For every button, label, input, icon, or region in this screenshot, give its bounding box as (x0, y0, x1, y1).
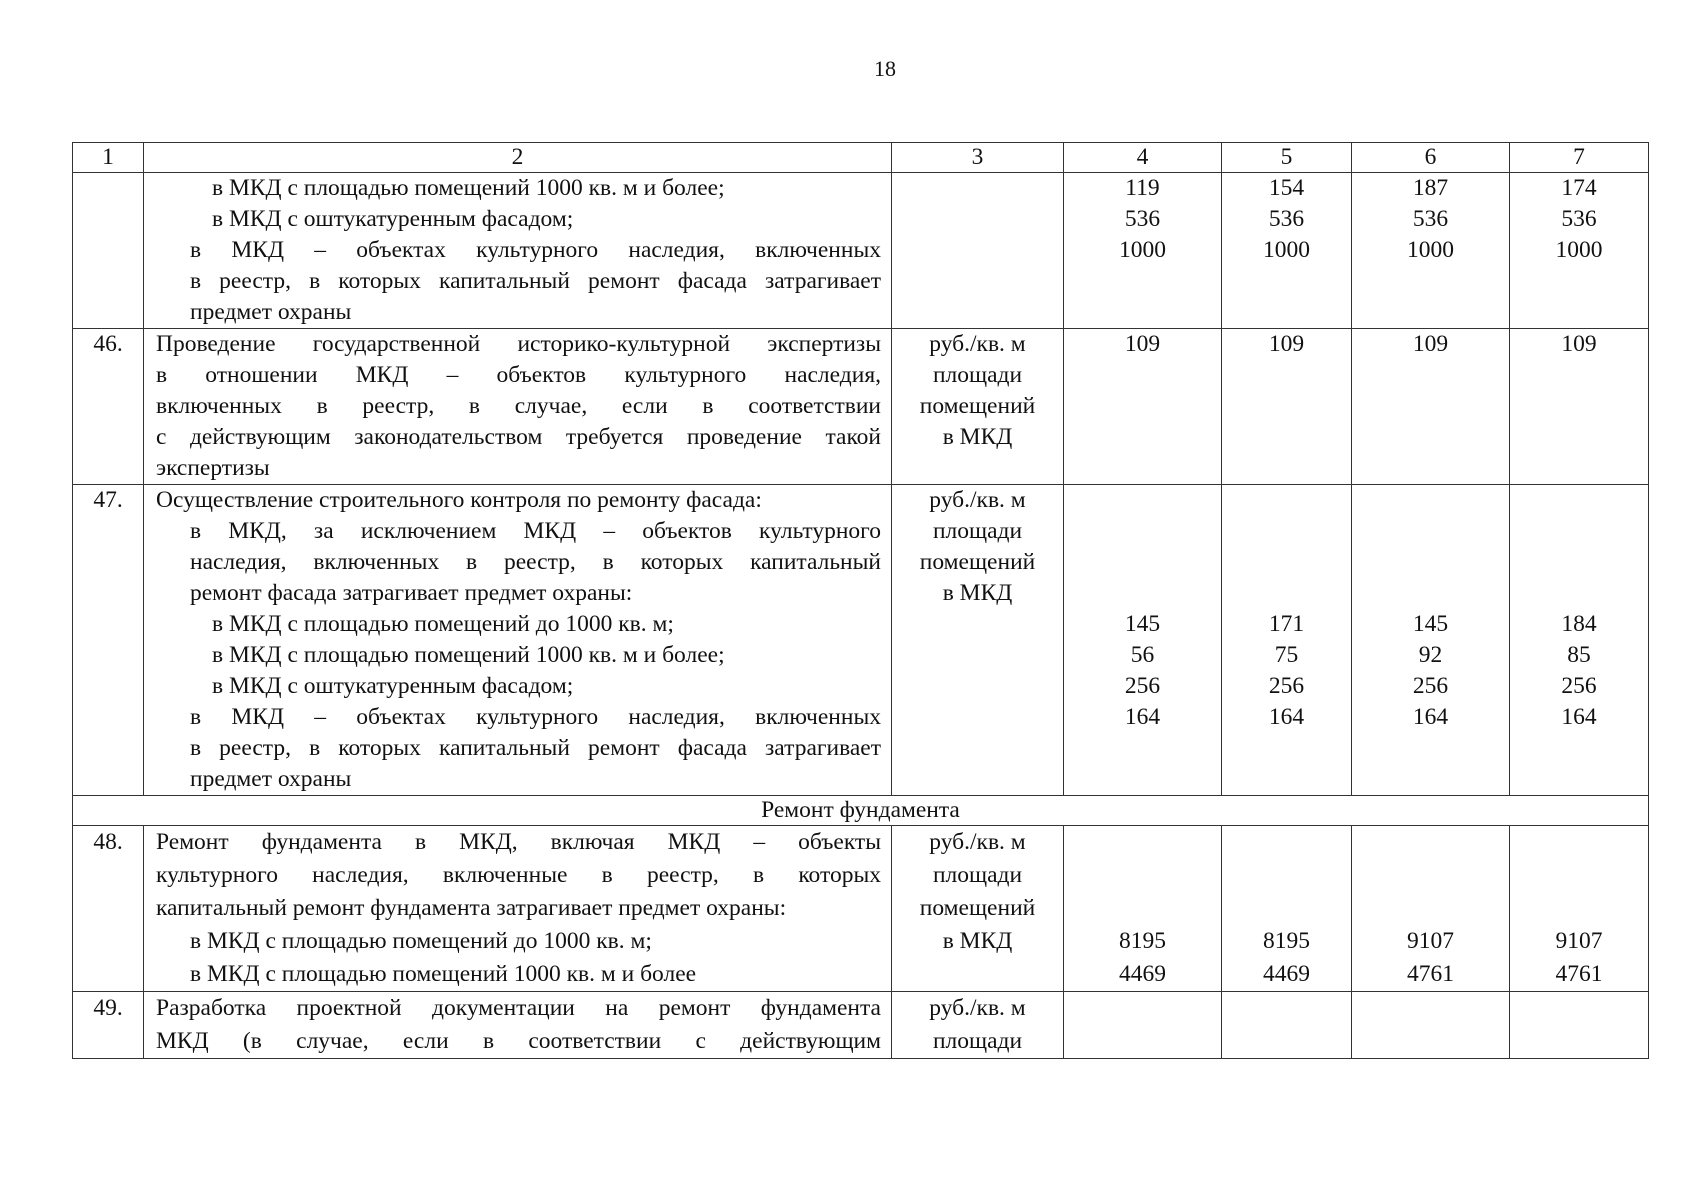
value-cell (1064, 992, 1222, 1059)
description-line: включенных в реестр, в случае, если в соответствии (156, 393, 881, 419)
value: 4761 (1407, 961, 1454, 987)
row-description (144, 173, 892, 329)
description-line: в МКД с площадью помещений 1000 кв. м и более; (212, 175, 725, 201)
value-cell (1352, 826, 1510, 992)
value: 174 (1561, 175, 1597, 201)
description-line: в МКД – объектах культурного наследия, включенных (190, 704, 881, 730)
value-cell (1064, 173, 1222, 329)
value: 4469 (1263, 961, 1310, 987)
table-row (73, 329, 1649, 485)
description-line: в МКД с площадью помещений 1000 кв. м и более; (212, 642, 725, 668)
table-row (73, 826, 1649, 992)
unit-line: помещений (919, 393, 1036, 419)
section-header-row (73, 796, 1649, 826)
row-description (144, 329, 892, 485)
value-cell (1222, 826, 1352, 992)
row-number: 47. (73, 485, 144, 796)
value-cell (1352, 173, 1510, 329)
header-cell: 5 (1222, 143, 1352, 173)
value-cell (1064, 826, 1222, 992)
table-row (73, 173, 1649, 329)
unit-line: в МКД (942, 424, 1013, 450)
description-line: капитальный ремонт фундамента затрагивает предмет охраны: (156, 895, 787, 921)
description-line: в отношении МКД – объектов культурного наследия, (156, 362, 881, 388)
header-cell: 4 (1064, 143, 1222, 173)
description-line: в реестр, в которых капитальный ремонт фасада затрагивает (190, 268, 881, 294)
value: 164 (1268, 704, 1305, 730)
value-cell (1510, 173, 1649, 329)
value-cell: 109 (1352, 329, 1510, 485)
unit-line: руб./кв. м (929, 995, 1026, 1021)
description-line: в МКД – объектах культурного наследия, включенных (190, 237, 881, 263)
description-line: МКД (в случае, если в соответствии с действующим (156, 1028, 881, 1054)
header-cell: 6 (1352, 143, 1510, 173)
description-line: в реестр, в которых капитальный ремонт фасада затрагивает (190, 735, 881, 761)
description-line: в МКД с площадью помещений до 1000 кв. м; (190, 928, 652, 954)
value: 256 (1268, 673, 1305, 699)
unit-line: руб./кв. м (929, 331, 1026, 357)
description-line: с действующим законодательством требуется проведение такой (156, 424, 881, 450)
value: 256 (1124, 673, 1161, 699)
value: 536 (1412, 206, 1449, 232)
row-description (144, 826, 892, 992)
value: 256 (1561, 673, 1597, 699)
description-line: культурного наследия, включенные в реестр, в которых (156, 862, 881, 888)
row-number: 46. (73, 329, 144, 485)
description-line: в МКД с оштукатуренным фасадом; (212, 206, 574, 232)
unit-line: помещений (919, 549, 1036, 575)
row-number: 48. (73, 826, 144, 992)
value: 1000 (1555, 237, 1603, 263)
section-title: Ремонт фундамента (73, 796, 1649, 826)
row-unit (892, 329, 1064, 485)
description-line: в МКД, за исключением МКД – объектов культурного (190, 518, 881, 544)
value: 164 (1561, 704, 1597, 730)
value: 536 (1124, 206, 1161, 232)
row-description (144, 485, 892, 796)
unit-line: площади (932, 518, 1023, 544)
value: 256 (1412, 673, 1449, 699)
value: 1000 (1407, 237, 1454, 263)
value: 4469 (1119, 961, 1166, 987)
row-unit (892, 173, 1064, 329)
description-line: наследия, включенных в реестр, в которых капитальный (190, 549, 881, 575)
value: 56 (1130, 642, 1155, 668)
header-cell: 7 (1510, 143, 1649, 173)
value: 75 (1274, 642, 1299, 668)
value-cell (1064, 485, 1222, 796)
row-unit (892, 485, 1064, 796)
value: 164 (1412, 704, 1449, 730)
unit-line: в МКД (942, 928, 1013, 954)
value-cell: 109 (1222, 329, 1352, 485)
description-line: ремонт фасада затрагивает предмет охраны: (190, 580, 633, 606)
value: 536 (1561, 206, 1597, 232)
row-unit (892, 826, 1064, 992)
value-cell (1510, 485, 1649, 796)
table-row (73, 485, 1649, 796)
value: 145 (1124, 611, 1161, 637)
header-cell: 1 (73, 143, 144, 173)
row-number (73, 173, 144, 329)
description-line: экспертизы (156, 455, 270, 481)
value-cell (1222, 485, 1352, 796)
value: 536 (1268, 206, 1305, 232)
value-cell: 109 (1064, 329, 1222, 485)
unit-line: площади (932, 362, 1023, 388)
description-line: предмет охраны (190, 299, 352, 325)
value: 85 (1567, 642, 1591, 668)
value: 1000 (1119, 237, 1166, 263)
description-line: в МКД с оштукатуренным фасадом; (212, 673, 574, 699)
unit-line: в МКД (942, 580, 1013, 606)
value: 171 (1268, 611, 1305, 637)
value: 1000 (1263, 237, 1310, 263)
description-line: Ремонт фундамента в МКД, включая МКД – объекты (156, 829, 881, 855)
value: 154 (1268, 175, 1305, 201)
unit-line: руб./кв. м (929, 829, 1026, 855)
value: 92 (1418, 642, 1443, 668)
value-cell (1510, 826, 1649, 992)
value: 164 (1124, 704, 1161, 730)
value-cell (1510, 992, 1649, 1059)
page-number: 18 (874, 56, 896, 81)
row-number: 49. (73, 992, 144, 1059)
value-cell (1222, 992, 1352, 1059)
value: 184 (1561, 611, 1597, 637)
table-header-row (73, 143, 1649, 173)
value: 8195 (1263, 928, 1310, 954)
tariff-table (72, 142, 1649, 1059)
value: 4761 (1555, 961, 1603, 987)
description-line: Разработка проектной документации на ремонт фундамента (156, 995, 881, 1021)
value: 8195 (1119, 928, 1166, 954)
description-line: Проведение государственной историко-культурной экспертизы (156, 331, 881, 357)
value-cell (1222, 173, 1352, 329)
table-row (73, 992, 1649, 1059)
description-line: Осуществление строительного контроля по ремонту фасада: (156, 487, 762, 513)
unit-line: площади (932, 862, 1023, 888)
value: 9107 (1407, 928, 1454, 954)
value: 145 (1412, 611, 1449, 637)
value: 187 (1412, 175, 1449, 201)
value-cell: 109 (1510, 329, 1649, 485)
value-cell (1352, 485, 1510, 796)
value: 9107 (1555, 928, 1603, 954)
row-unit (892, 992, 1064, 1059)
header-cell: 3 (892, 143, 1064, 173)
unit-line: помещений (919, 895, 1036, 921)
description-line: в МКД с площадью помещений 1000 кв. м и более (190, 961, 697, 987)
unit-line: руб./кв. м (929, 487, 1026, 513)
unit-line: площади (932, 1028, 1023, 1054)
value-cell (1352, 992, 1510, 1059)
description-line: в МКД с площадью помещений до 1000 кв. м; (212, 611, 674, 637)
description-line: предмет охраны (190, 766, 352, 792)
row-description (144, 992, 892, 1059)
value: 119 (1125, 175, 1160, 201)
header-cell: 2 (144, 143, 892, 173)
